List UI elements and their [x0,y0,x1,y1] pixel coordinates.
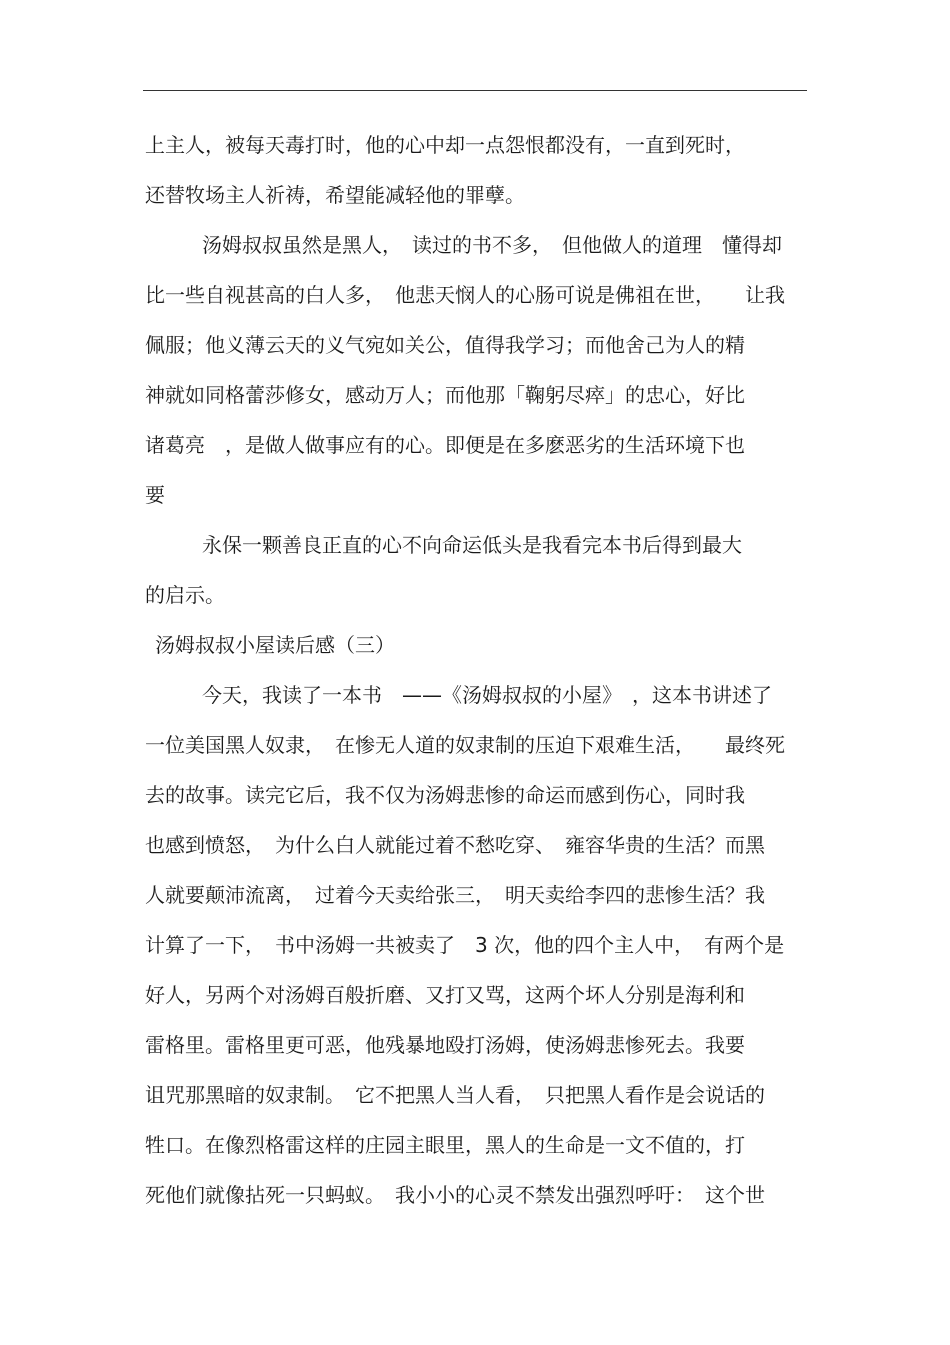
text-line: 汤姆叔叔虽然是黑人， 读过的书不多， 但他做人的道理 懂得却 [202,233,782,257]
text-line: 神就如同格蕾莎修女，感动万人；而他那「鞠躬尽瘁」的忠心，好比 [145,383,745,407]
text-line: 也感到愤怒， 为什么白人就能过着不愁吃穿、 雍容华贵的生活？而黑 [145,833,765,857]
text-line: 人就要颠沛流离， 过着今天卖给张三， 明天卖给李四的悲惨生活？我 [145,883,765,907]
text-line: 一位美国黑人奴隶， 在惨无人道的奴隶制的压迫下艰难生活， 最终死 [145,733,785,757]
section-heading: 汤姆叔叔小屋读后感（三） [155,633,395,657]
text-line: 今天，我读了一本书 ——《汤姆叔叔的小屋》 ，这本书讲述了 [202,683,772,707]
text-line: 诸葛亮 ，是做人做事应有的心。即便是在多麽恶劣的生活环境下也 [145,433,745,457]
text-line: 还替牧场主人祈祷，希望能减轻他的罪孽。 [145,183,525,207]
text-line: 上主人，被每天毒打时，他的心中却一点怨恨都没有，一直到死时， [145,133,745,157]
text-line: 雷格里。雷格里更可恶，他残暴地殴打汤姆，使汤姆悲惨死去。我要 [145,1033,745,1057]
text-line: 永保一颗善良正直的心不向命运低头是我看完本书后得到最大 [202,533,742,557]
text-line: 诅咒那黑暗的奴隶制。 它不把黑人当人看， 只把黑人看作是会说话的 [145,1083,765,1107]
text-line: 去的故事。读完它后，我不仅为汤姆悲惨的命运而感到伤心，同时我 [145,783,745,807]
text-line: 佩服；他义薄云天的义气宛如关公，值得我学习；而他舍己为人的精 [145,333,745,357]
text-line: 计算了一下， 书中汤姆一共被卖了 3 次，他的四个主人中， 有两个是 [145,933,785,957]
text-line: 要 [145,483,165,507]
text-line: 好人，另两个对汤姆百般折磨、又打又骂，这两个坏人分别是海利和 [145,983,745,1007]
text-line: 死他们就像拈死一只蚂蚁。 我小小的心灵不禁发出强烈呼吁： 这个世 [145,1183,765,1207]
text-line: 比一些自视甚高的白人多， 他悲天悯人的心肠可说是佛祖在世， 让我 [145,283,785,307]
text-line: 的启示。 [145,583,225,607]
text-line: 牲口。在像烈格雷这样的庄园主眼里，黑人的生命是一文不值的，打 [145,1133,745,1157]
header-rule [143,90,807,91]
